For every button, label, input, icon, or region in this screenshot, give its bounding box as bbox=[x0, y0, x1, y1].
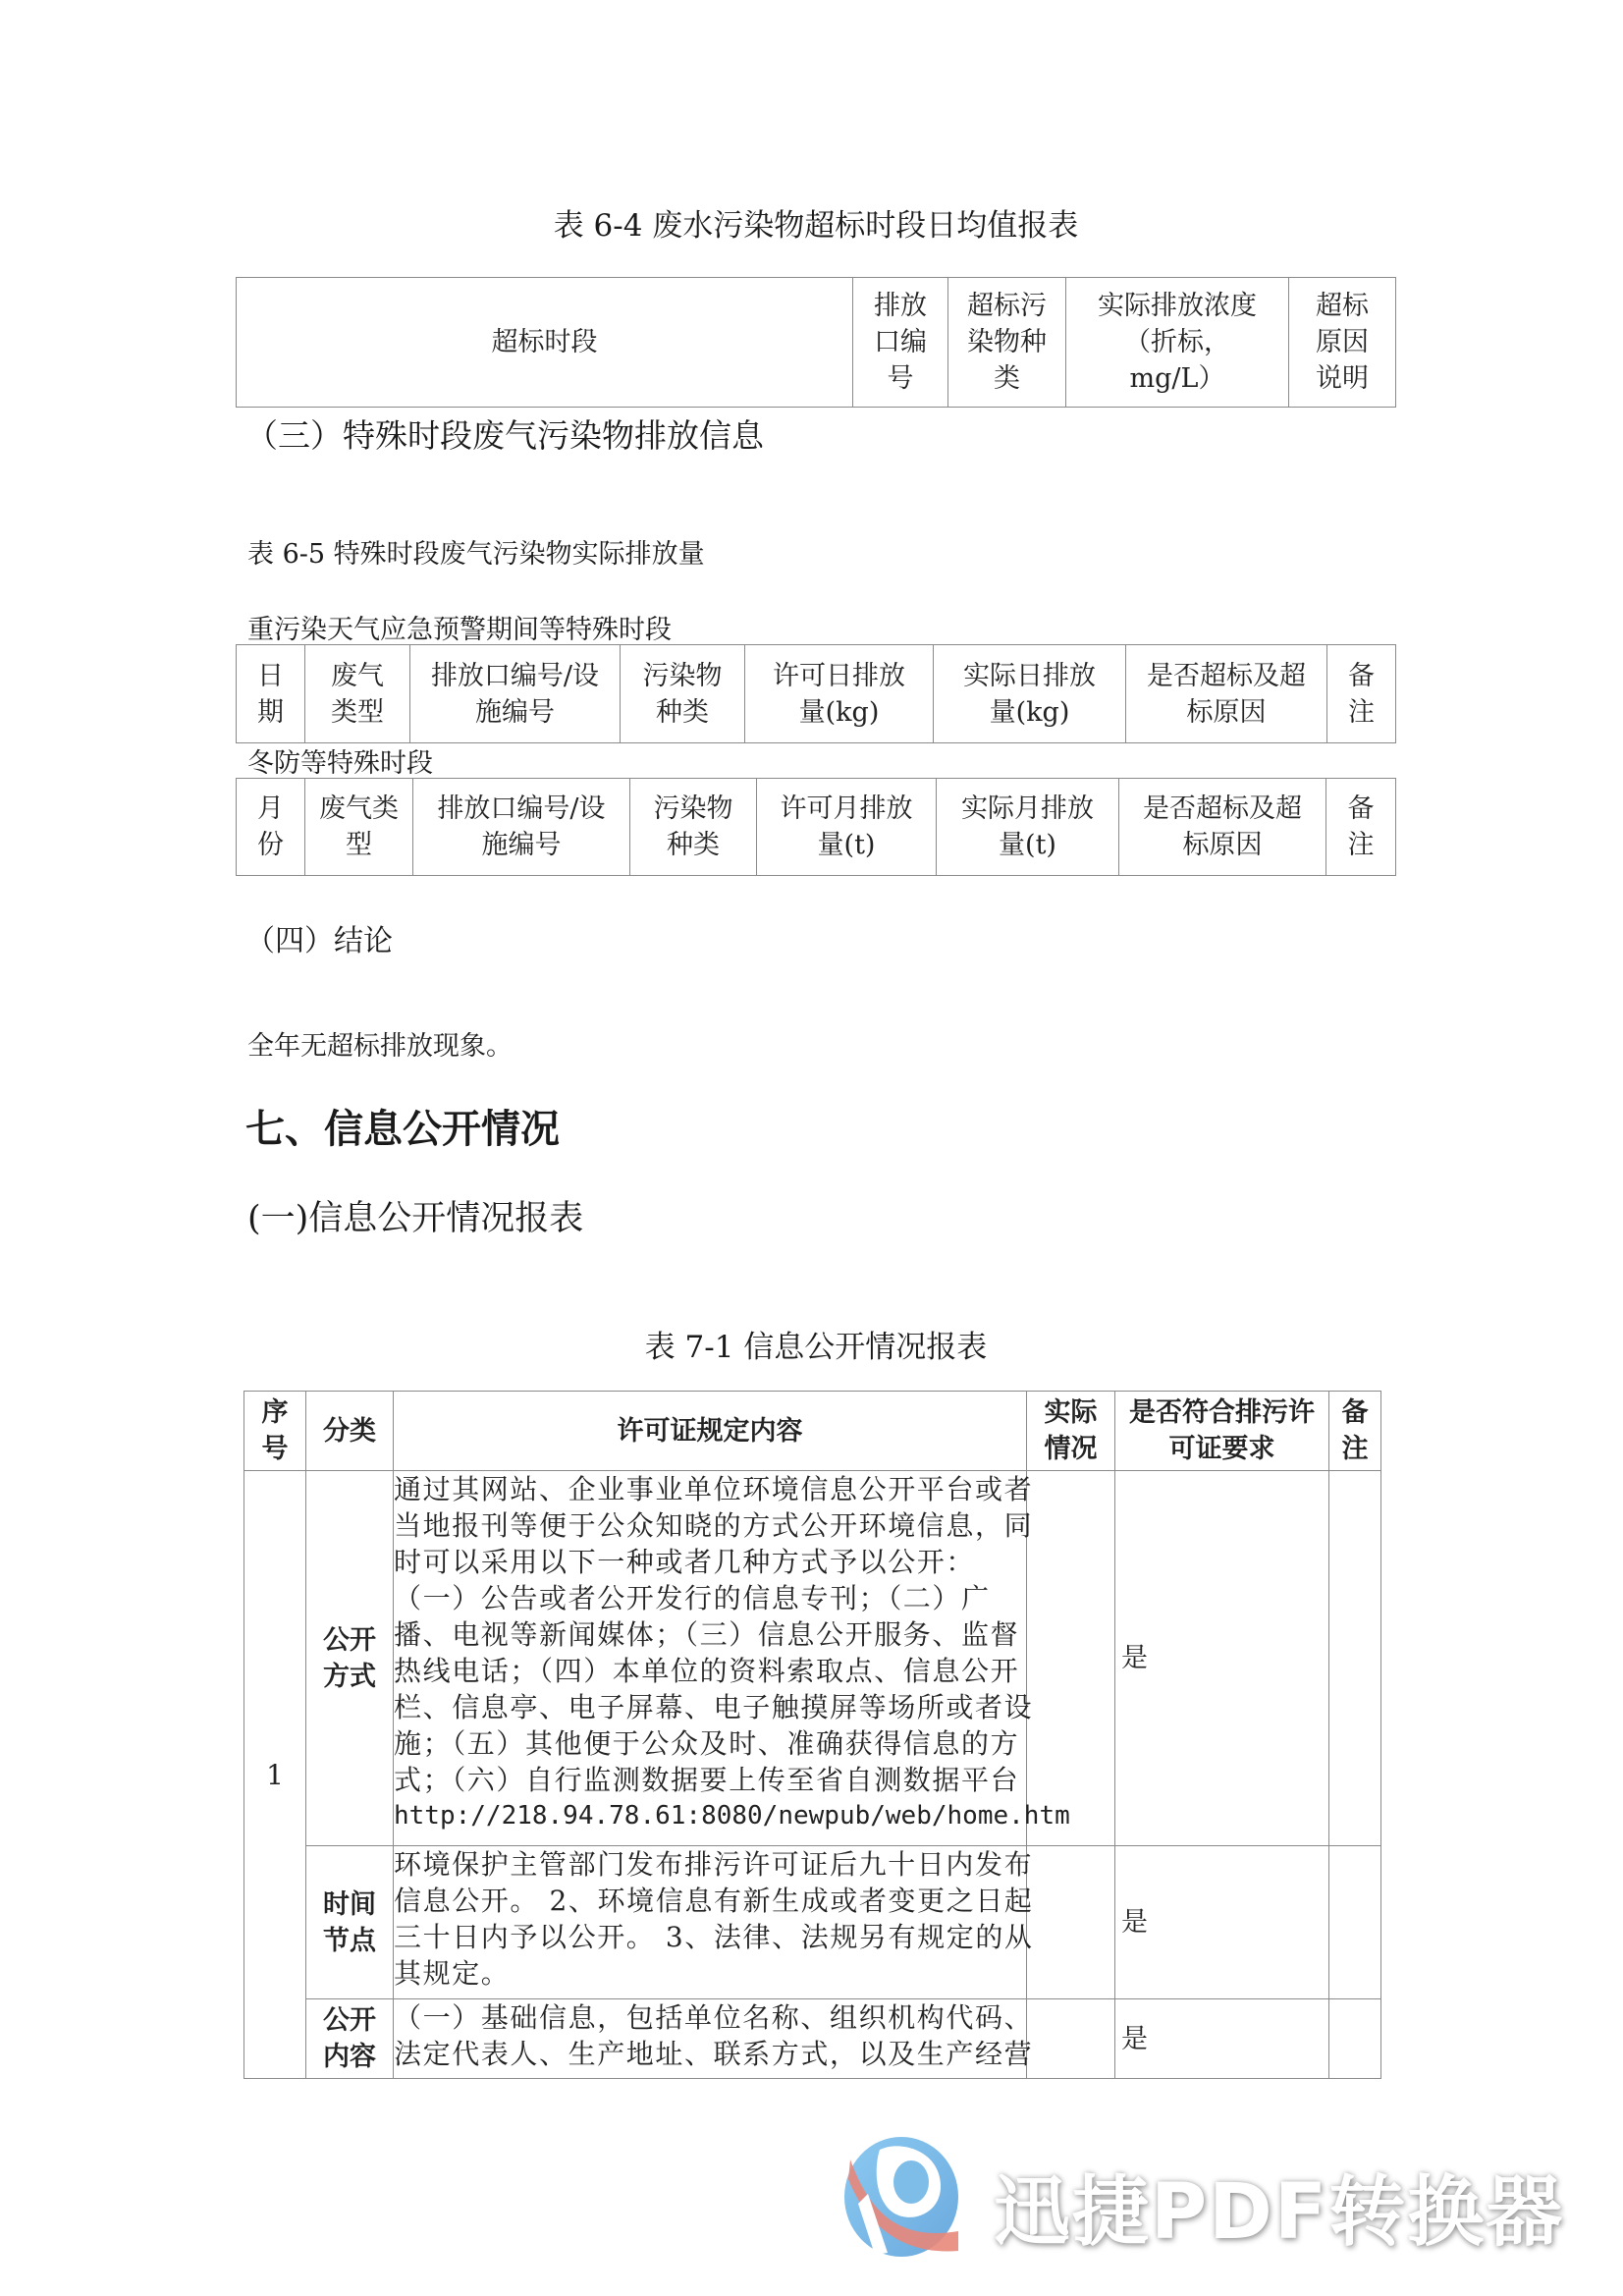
header-cell bbox=[1126, 645, 1327, 743]
header-text: 注 bbox=[1348, 696, 1375, 728]
section-3-heading: （三）特殊时段废气污染物排放信息 bbox=[245, 416, 764, 455]
actual-cell bbox=[1027, 1999, 1115, 2079]
content-line: 栏、信息亭、电子屏幕、电子触摸屏等场所或者设 bbox=[394, 1691, 1034, 1723]
table-row bbox=[244, 1999, 1381, 2079]
content-line: 信息公开。 2、环境信息有新生成或者变更之日起 bbox=[394, 1885, 1034, 1917]
header-text: 类 bbox=[994, 363, 1020, 394]
header-cell bbox=[621, 645, 745, 743]
header-text: mg/L） bbox=[1129, 363, 1225, 394]
header-text: 分类 bbox=[323, 1415, 376, 1447]
content-line: 播、电视等新闻媒体；（三）信息公开服务、监督 bbox=[394, 1618, 1020, 1651]
header-compliant bbox=[1115, 1392, 1329, 1471]
table-6-5a bbox=[236, 644, 1396, 743]
content-cell bbox=[394, 1846, 1034, 1999]
content-line: 法定代表人、生产地址、联系方式，以及生产经营 bbox=[394, 2038, 1034, 2070]
header-text: 注 bbox=[1341, 1434, 1369, 1464]
header-text: 是否超标及超 bbox=[1147, 660, 1306, 691]
header-text: 废气类 bbox=[319, 793, 399, 824]
content-cell bbox=[394, 1999, 1034, 2079]
category-text: 公开 bbox=[323, 2005, 376, 2036]
seq-cell bbox=[244, 1471, 306, 2079]
content-line: 式；（六）自行监测数据要上传至省自测数据平台 bbox=[394, 1764, 1020, 1796]
header-text: 号 bbox=[261, 1434, 289, 1464]
chapter-7-subheading: (一)信息公开情况报表 bbox=[247, 1199, 584, 1238]
header-text: 污染物 bbox=[642, 660, 723, 691]
table-6-5-caption: 表 6-5 特殊时段废气污染物实际排放量 bbox=[247, 539, 705, 570]
chapter-7-heading: 七、信息公开情况 bbox=[245, 1107, 560, 1152]
header-category bbox=[306, 1392, 394, 1471]
header-text: 可证要求 bbox=[1168, 1434, 1275, 1464]
header-cell bbox=[1066, 278, 1289, 408]
header-text: 超标时段 bbox=[491, 327, 598, 357]
category-text: 方式 bbox=[323, 1661, 376, 1692]
header-cell bbox=[413, 779, 630, 876]
header-text: 情况 bbox=[1044, 1434, 1098, 1464]
header-text: 实际月排放 bbox=[961, 793, 1094, 824]
category-cell bbox=[306, 1471, 394, 1846]
table-row bbox=[244, 1846, 1381, 1999]
header-content bbox=[394, 1392, 1027, 1471]
table-7-1-header-row bbox=[244, 1392, 1381, 1471]
header-text: 注 bbox=[1347, 830, 1375, 860]
header-text: 标原因 bbox=[1182, 830, 1263, 860]
header-text: 期 bbox=[257, 696, 284, 728]
header-cell bbox=[237, 779, 305, 876]
header-text: 排放口编号/设 bbox=[430, 660, 600, 691]
header-text: 许可日排放 bbox=[773, 660, 905, 691]
content-line: 时可以采用以下一种或者几种方式予以公开： bbox=[394, 1546, 976, 1578]
watermark-text: 迅捷PDF转换器 bbox=[994, 2168, 1565, 2257]
content-cell bbox=[394, 1471, 1070, 1846]
header-cell bbox=[1327, 645, 1396, 743]
header-text: 超标污 bbox=[967, 291, 1047, 321]
table-6-5b bbox=[236, 778, 1396, 876]
header-text: 量(t) bbox=[817, 830, 876, 860]
header-text: 月 bbox=[257, 793, 284, 824]
header-text: 型 bbox=[346, 830, 372, 860]
header-text: 污染物 bbox=[653, 793, 733, 824]
header-text: 序 bbox=[261, 1397, 289, 1428]
actual-cell bbox=[1027, 1846, 1115, 1999]
actual-cell bbox=[1027, 1471, 1115, 1846]
header-text: 量(t) bbox=[999, 830, 1056, 860]
content-line: （一）基础信息，包括单位名称、组织机构代码、 bbox=[394, 2001, 1034, 2034]
header-actual bbox=[1027, 1392, 1115, 1471]
header-text: 超标 bbox=[1316, 291, 1369, 321]
table-6-4-caption: 表 6-4 废水污染物超标时段日均值报表 bbox=[553, 208, 1079, 244]
header-cell bbox=[757, 779, 937, 876]
header-text: 备 bbox=[1348, 660, 1375, 691]
content-line: 其规定。 bbox=[394, 1957, 511, 1990]
header-text: 施编号 bbox=[475, 696, 555, 728]
header-text: 量(kg) bbox=[989, 696, 1070, 728]
header-text: 排放 bbox=[874, 291, 927, 321]
header-cell bbox=[1119, 779, 1326, 876]
table-6-4 bbox=[236, 277, 1396, 408]
header-text: 实际排放浓度 bbox=[1098, 291, 1257, 321]
content-line: 通过其网站、企业事业单位环境信息公开平台或者 bbox=[394, 1473, 1034, 1505]
content-line: 三十日内予以公开。 3、法律、法规另有规定的从 bbox=[394, 1921, 1034, 1953]
section-4-heading: （四）结论 bbox=[245, 924, 393, 958]
header-cell bbox=[853, 278, 948, 408]
remark-cell bbox=[1329, 1471, 1381, 1846]
header-text: 量(kg) bbox=[798, 696, 880, 728]
header-cell bbox=[305, 645, 410, 743]
header-remark bbox=[1329, 1392, 1381, 1471]
header-text: 份 bbox=[257, 830, 284, 860]
compliant-cell: 是 bbox=[1115, 1846, 1329, 1999]
table-6-5a-label: 重污染天气应急预警期间等特殊时段 bbox=[247, 615, 672, 645]
header-text: 施编号 bbox=[481, 830, 562, 860]
header-cell bbox=[1326, 779, 1396, 876]
compliant-cell: 是 bbox=[1115, 1471, 1329, 1846]
header-cell bbox=[934, 645, 1126, 743]
content-line: 当地报刊等便于公众知晓的方式公开环境信息，同 bbox=[394, 1509, 1034, 1542]
header-text: 是否符合排污许 bbox=[1129, 1397, 1315, 1428]
content-line: 环境保护主管部门发布排污许可证后九十日内发布 bbox=[394, 1848, 1034, 1881]
header-text: 是否超标及超 bbox=[1143, 793, 1302, 824]
table-7-1 bbox=[243, 1391, 1381, 2079]
header-text: 说明 bbox=[1316, 363, 1369, 394]
remark-cell bbox=[1329, 1846, 1381, 1999]
header-text: 排放口编号/设 bbox=[437, 793, 606, 824]
category-text: 公开 bbox=[323, 1624, 376, 1656]
header-text: 日 bbox=[257, 660, 284, 691]
header-text: 原因 bbox=[1316, 327, 1369, 357]
table-6-5b-label: 冬防等特殊时段 bbox=[247, 748, 433, 779]
category-text: 节点 bbox=[323, 1925, 376, 1956]
content-line: 热线电话；（四）本单位的资料索取点、信息公开 bbox=[394, 1655, 1020, 1687]
xunjie-pdf-logo-icon bbox=[840, 2135, 964, 2259]
header-text: 染物种 bbox=[967, 327, 1047, 357]
category-text: 时间 bbox=[323, 1888, 376, 1920]
header-text: 标原因 bbox=[1186, 696, 1267, 728]
header-cell bbox=[237, 278, 853, 408]
remark-cell bbox=[1329, 1999, 1381, 2079]
header-text: 废气 bbox=[331, 660, 384, 691]
conclusion-text: 全年无超标排放现象。 bbox=[247, 1031, 513, 1062]
content-url: http://218.94.78.61:8080/newpub/web/home.htm bbox=[394, 1801, 1070, 1831]
header-cell bbox=[410, 645, 621, 743]
header-text: 备 bbox=[1341, 1397, 1369, 1428]
category-cell bbox=[306, 1999, 394, 2079]
header-text: 种类 bbox=[667, 830, 720, 860]
header-cell bbox=[305, 779, 413, 876]
header-text: 备 bbox=[1347, 793, 1375, 824]
table-row bbox=[244, 1471, 1381, 1846]
header-text: 号 bbox=[887, 363, 914, 394]
header-text: （折标， bbox=[1124, 327, 1230, 357]
header-text: 许可证规定内容 bbox=[617, 1415, 803, 1447]
table-6-5a-header-row bbox=[237, 645, 1396, 743]
header-cell bbox=[630, 779, 757, 876]
content-line: （一）公告或者公开发行的信息专刊；（二）广 bbox=[394, 1582, 991, 1614]
header-cell bbox=[237, 645, 305, 743]
compliant-cell: 是 bbox=[1115, 1999, 1329, 2079]
header-cell bbox=[745, 645, 934, 743]
header-text: 许可月排放 bbox=[780, 793, 913, 824]
header-cell bbox=[1289, 278, 1396, 408]
header-cell bbox=[948, 278, 1066, 408]
seq-value: 1 bbox=[266, 1758, 284, 1791]
category-text: 内容 bbox=[323, 2042, 376, 2072]
category-cell bbox=[306, 1846, 394, 1999]
header-text: 类型 bbox=[331, 696, 384, 728]
header-text: 种类 bbox=[656, 696, 709, 728]
content-line: 施；（五）其他便于公众及时、准确获得信息的方 bbox=[394, 1727, 1020, 1760]
header-seq bbox=[244, 1392, 306, 1471]
header-cell bbox=[937, 779, 1119, 876]
header-text: 口编 bbox=[874, 327, 927, 357]
table-6-4-header-row bbox=[237, 278, 1396, 408]
header-text: 实际 bbox=[1044, 1397, 1098, 1428]
table-6-5b-header-row bbox=[237, 779, 1396, 876]
table-7-1-caption: 表 7-1 信息公开情况报表 bbox=[644, 1330, 988, 1365]
header-text: 实际日排放 bbox=[963, 660, 1096, 691]
